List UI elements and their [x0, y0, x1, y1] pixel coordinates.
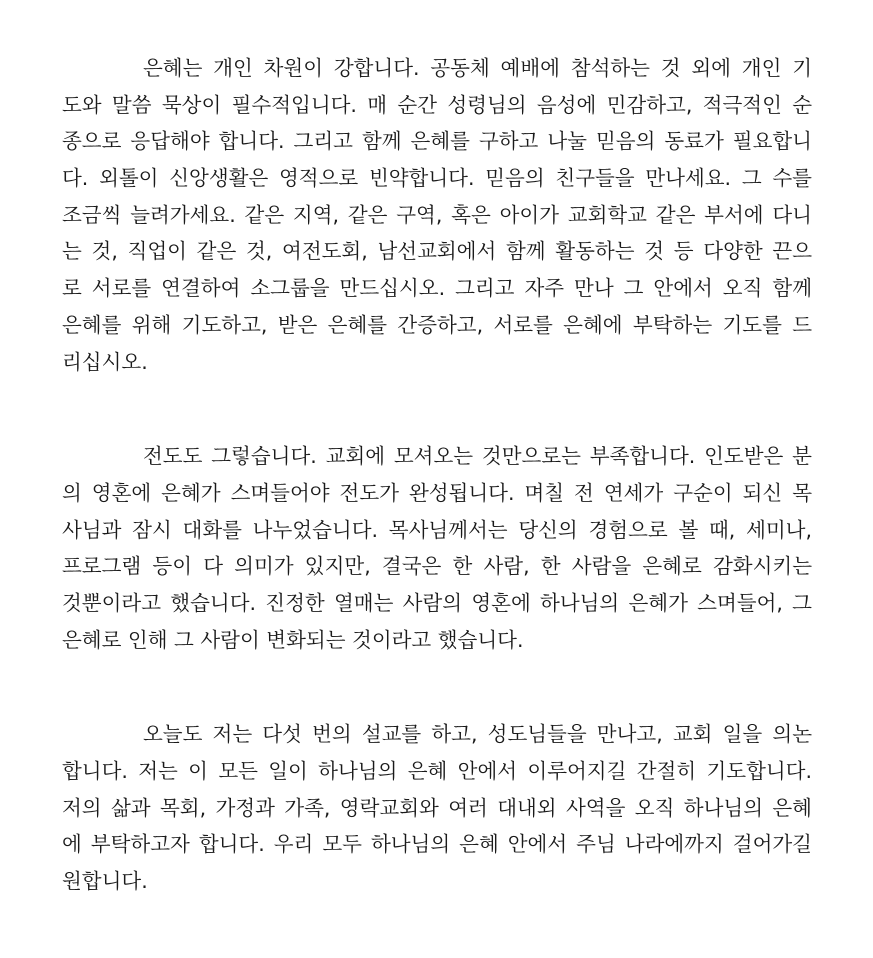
text-line: 은혜로 인해 그 사람이 변화되는 것이라고 했습니다. [62, 627, 524, 652]
text-line: 다. 외톨이 신앙생활은 영적으로 빈약합니다. 믿음의 친구들을 만나세요. 그 수를 [62, 166, 812, 191]
text-line: 도와 말씀 묵상이 필수적입니다. 매 순간 성령님의 음성에 민감하고, 적극적인 순 [62, 92, 812, 117]
paragraph-grace-personal [62, 50, 812, 380]
text-line: 저의 삶과 목회, 가정과 가족, 영락교회와 여러 대내외 사역을 오직 하나님의 은혜 [62, 795, 812, 820]
text-line: 은혜를 위해 기도하고, 받은 은혜를 간증하고, 서로를 은혜에 부탁하는 기도를 드 [62, 312, 812, 337]
text-line: 리십시오. [62, 349, 148, 374]
text-line: 은혜는 개인 차원이 강합니다. 공동체 예배에 참석하는 것 외에 개인 기 [143, 56, 812, 80]
text-line: 오늘도 저는 다섯 번의 설교를 하고, 성도님들을 만나고, 교회 일을 의논 [143, 722, 812, 747]
text-line: 조금씩 늘려가세요. 같은 지역, 같은 구역, 혹은 아이가 교회학교 같은 부서에 다니 [62, 202, 812, 227]
paragraph-today [62, 716, 812, 899]
document-body [62, 50, 812, 958]
text-line: 프로그램 등이 다 의미가 있지만, 결국은 한 사람, 한 사람을 은혜로 감화시키는 [62, 554, 812, 579]
text-line: 전도도 그렇습니다. 교회에 모셔오는 것만으로는 부족합니다. 인도받은 분 [143, 444, 812, 469]
text-line: 의 영혼에 은혜가 스며들어야 전도가 완성됩니다. 며칠 전 연세가 구순이 되신 목 [62, 480, 812, 505]
text-line: 종으로 응답해야 합니다. 그리고 함께 은혜를 구하고 나눌 믿음의 동료가 필요합니 [62, 129, 812, 154]
text-line: 원합니다. [62, 869, 148, 894]
text-line: 로 서로를 연결하여 소그룹을 만드십시오. 그리고 자주 만나 그 안에서 오직 함께 [62, 276, 812, 301]
paragraph-evangelism [62, 438, 812, 658]
text-line: 것뿐이라고 했습니다. 진정한 열매는 사람의 영혼에 하나님의 은혜가 스며들어, 그 [62, 590, 812, 615]
text-line: 는 것, 직업이 같은 것, 여전도회, 남선교회에서 함께 활동하는 것 등 다양한 끈으 [62, 239, 812, 264]
text-line: 합니다. 저는 이 모든 일이 하나님의 은혜 안에서 이루어지길 간절히 기도합니다. [62, 759, 812, 783]
text-line: 에 부탁하고자 합니다. 우리 모두 하나님의 은혜 안에서 주님 나라에까지 걸어가길 [62, 832, 812, 857]
text-line: 사님과 잠시 대화를 나누었습니다. 목사님께서는 당신의 경험으로 볼 때, 세미나, [62, 517, 812, 542]
